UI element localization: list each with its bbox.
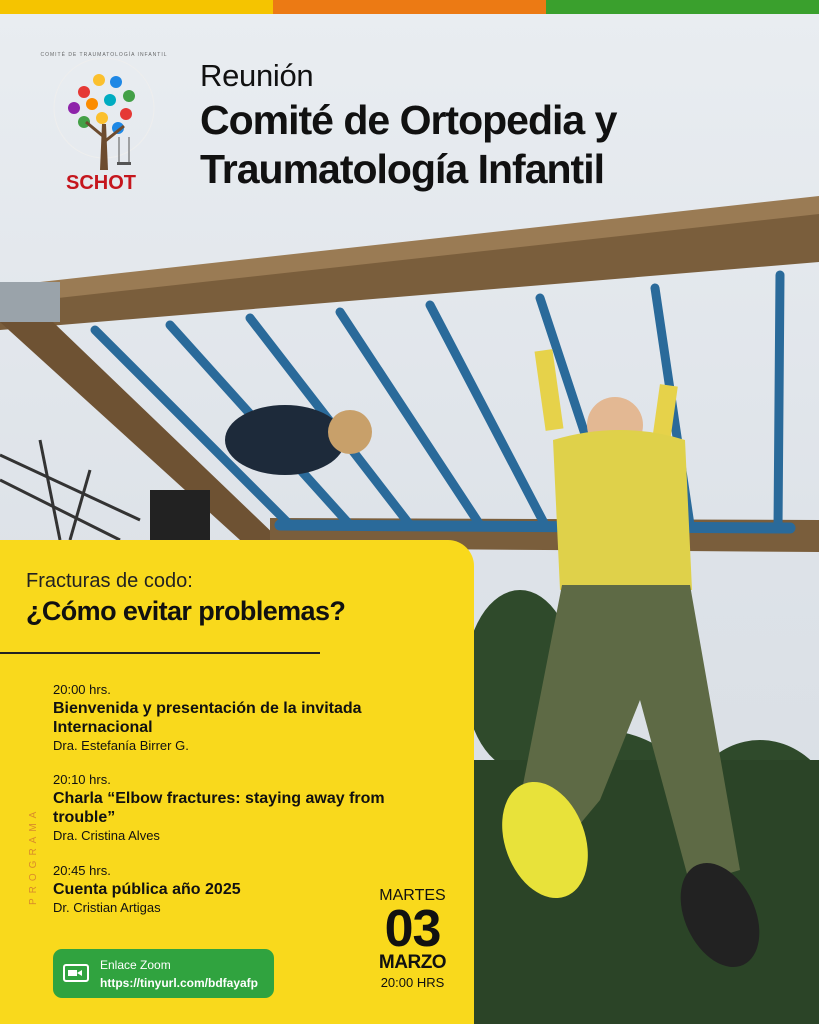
talk-title: ¿Cómo evitar problemas? [26,596,346,626]
program-item-2 [53,772,433,843]
program-title: Cuenta pública año 2025 [53,881,241,898]
zoom-link-button[interactable] [53,949,274,998]
divider [0,652,320,654]
program-speaker: Dra. Estefanía Birrer G. [53,738,189,753]
wooden-frame [0,196,819,552]
program-time: 20:00 hrs. [53,682,111,697]
rope-net [0,440,140,540]
video-camera-icon [63,962,89,984]
header-title-line2: Traumatología Infantil [200,146,604,192]
zoom-url[interactable]: https://tinyurl.com/bdfayafp [100,976,259,990]
program-time: 20:10 hrs. [53,772,111,787]
date-month: MARZO [378,952,447,973]
date-weekday: MARTES [379,887,446,904]
tree-leaves [68,74,135,134]
logo-name: SCHOT [66,172,136,194]
program-title: Bienvenida y presentación de la invitada Internacional [53,700,362,736]
header [200,58,616,192]
zoom-label: Enlace Zoom [100,958,171,972]
program-speaker: Dra. Cristina Alves [53,828,160,843]
date-day: 03 [384,900,441,958]
logo-ring-text: COMITÉ DE TRAUMATOLOGÍA INFANTIL [40,52,168,58]
header-kicker: Reunión [200,58,314,93]
header-title-line1: Comité de Ortopedia y [200,97,617,143]
program-time: 20:45 hrs. [53,863,111,878]
schot-logo [40,52,168,200]
program-label: PROGRAMA [28,806,39,906]
talk-subtitle: Fracturas de codo: [26,570,193,592]
program-item-1 [53,682,433,753]
program-speaker: Dr. Cristian Artigas [53,900,161,915]
date-time: 20:00 HRS [380,975,445,990]
event-date [360,887,465,990]
program-title: Charla “Elbow fractures: staying away from trouble” [53,790,385,826]
